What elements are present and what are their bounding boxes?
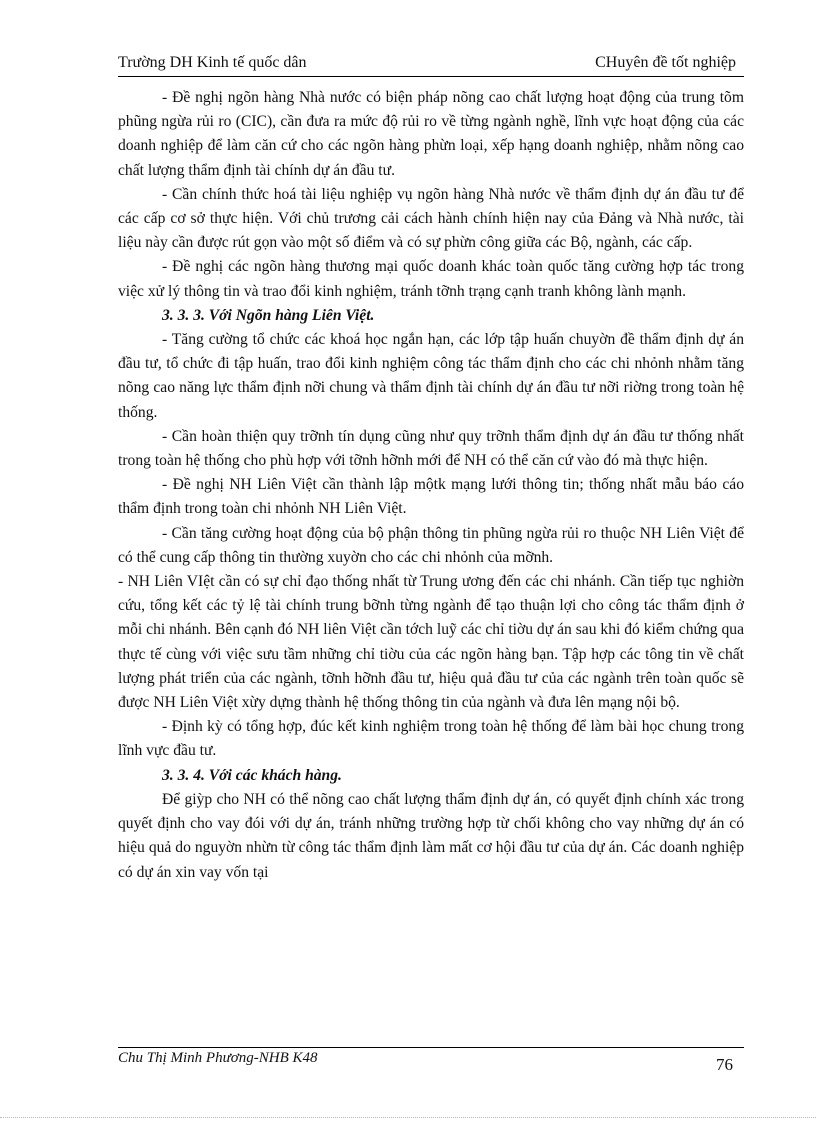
page-number: 76 xyxy=(716,1055,733,1074)
header-school: Trường DH Kinh tế quốc dân xyxy=(118,54,307,71)
paragraph: - Đề nghị NH Liên Việt cần thành lập mộtk mạng lưới thông tin; thống nhất mẫu báo cáo thẩm định trong toàn chi nhỏnh NH Liên Việt. xyxy=(118,476,744,518)
paragraph: - Định kỳ có tổng hợp, đúc kết kinh nghiệm trong toàn hệ thống để làm bài học chung trong lĩnh vực đầu tư. xyxy=(118,718,744,760)
header-doc-type: CHuyên đề tốt nghiệp xyxy=(595,54,736,71)
page-header xyxy=(118,50,744,77)
paragraph: - Cần hoàn thiện quy trỡnh tín dụng cũng như quy trỡnh thẩm định dự án đầu tư thống nhất trong toàn hệ thống cho phù hợp với tỡnh hỡnh mới để NH có thể căn cứ vào đó mà thực hiện. xyxy=(118,427,744,470)
paragraph: - NH Liên VIệt cần có sự chỉ đạo thống nhất từ Trung ương đến các chi nhánh. Cần tiếp tục nghiờn cứu, tổng kết các tỷ lệ tài chính trung bỡnh từng ngành để tạo thuận lợi cho công tác thẩm định ở mỗi chi nhánh. Bên cạnh đó NH liên Việt cần tớch luỹ các chỉ tiờu dự án sau khi đó kiểm chứng qua thực tế cùng với việc sưu tầm những chỉ tiờu của các ngõn hàng bạn. Tập hợp các tông tin về chất lượng phát triển của các ngành, tỡnh hỡnh đầu tư, hiệu quả đầu tư của các ngành trên toàn quốc sẽ được NH Liên Việt xừy dựng thành hệ thống thông tin của ngành và đưa lên mạng nội bộ. xyxy=(118,573,744,712)
footer-rule xyxy=(118,1047,744,1048)
paragraph: - Tăng cường tổ chức các khoá học ngắn hạn, các lớp tập huấn chuyờn đề thẩm định dự án đầu tư, tổ chức đi tập huấn, trao đổi kinh nghiệm công tác thẩm định cho các chi nhỏnh nhằm tăng nõng cao năng lực thẩm định nỡi chung và thẩm định tài chính dự án đầu tư nỡi riờng trong toàn hệ thống. xyxy=(118,331,744,421)
body-text xyxy=(118,86,744,885)
paragraph: Để giỳp cho NH có thể nõng cao chất lượng thẩm định dự án, có quyết định chính xác trong quyết định cho vay đói với dự án, tránh những trường hợp từ chối không cho vay những dự án có hiệu quả do nguyờn nhừn từ công tác thẩm định làm mất cơ hội đầu tư của dự án. Các doanh nghiệp có dự án xin vay vốn tại xyxy=(118,790,744,881)
page-bottom-divider xyxy=(0,1117,816,1118)
footer-author: Chu Thị Minh Phương-NHB K48 xyxy=(118,1050,318,1066)
paragraph: - Cần chính thức hoá tài liệu nghiệp vụ ngõn hàng Nhà nước về thẩm định dự án đầu tư để các cấp cơ sở thực hiện. Với chủ trương cải cách hành chính hiện nay của Đảng và Nhà nước, tài liệu này cần được rút gọn vào một số điểm và có sự phừn công giữa các Bộ, ngành, các cấp. xyxy=(118,185,744,252)
paragraph: - Cần tăng cường hoạt động của bộ phận thông tin phũng ngừa rủi ro thuộc NH Liên Việt để có thể cung cấp thông tin thường xuyờn cho các chi nhỏnh của mỡnh. xyxy=(118,524,744,566)
paragraph: - Đề nghị ngõn hàng Nhà nước có biện pháp nõng cao chất lượng hoạt động của trung tõm phũng ngừa rủi ro (CIC), cần đưa ra mức độ rủi ro về từng ngành nghề, lĩnh vực hoạt động của các doanh nghiệp để làm căn cứ cho các ngõn hàng phừn loại, xếp hạng doanh nghiệp, nhằm nõng cao chất lượng thẩm định tài chính dự án đầu tư. xyxy=(118,89,744,179)
section-heading: 3. 3. 3. Với Ngõn hàng Liên Việt. xyxy=(162,306,375,324)
section-heading: 3. 3. 4. Với các khách hàng. xyxy=(162,766,342,784)
paragraph: - Đề nghị các ngõn hàng thương mại quốc doanh khác toàn quốc tăng cường hợp tác trong việc xử lý thông tin và trao đổi kinh nghiệm, tránh tỡnh trạng cạnh tranh không lành mạnh. xyxy=(118,258,744,300)
